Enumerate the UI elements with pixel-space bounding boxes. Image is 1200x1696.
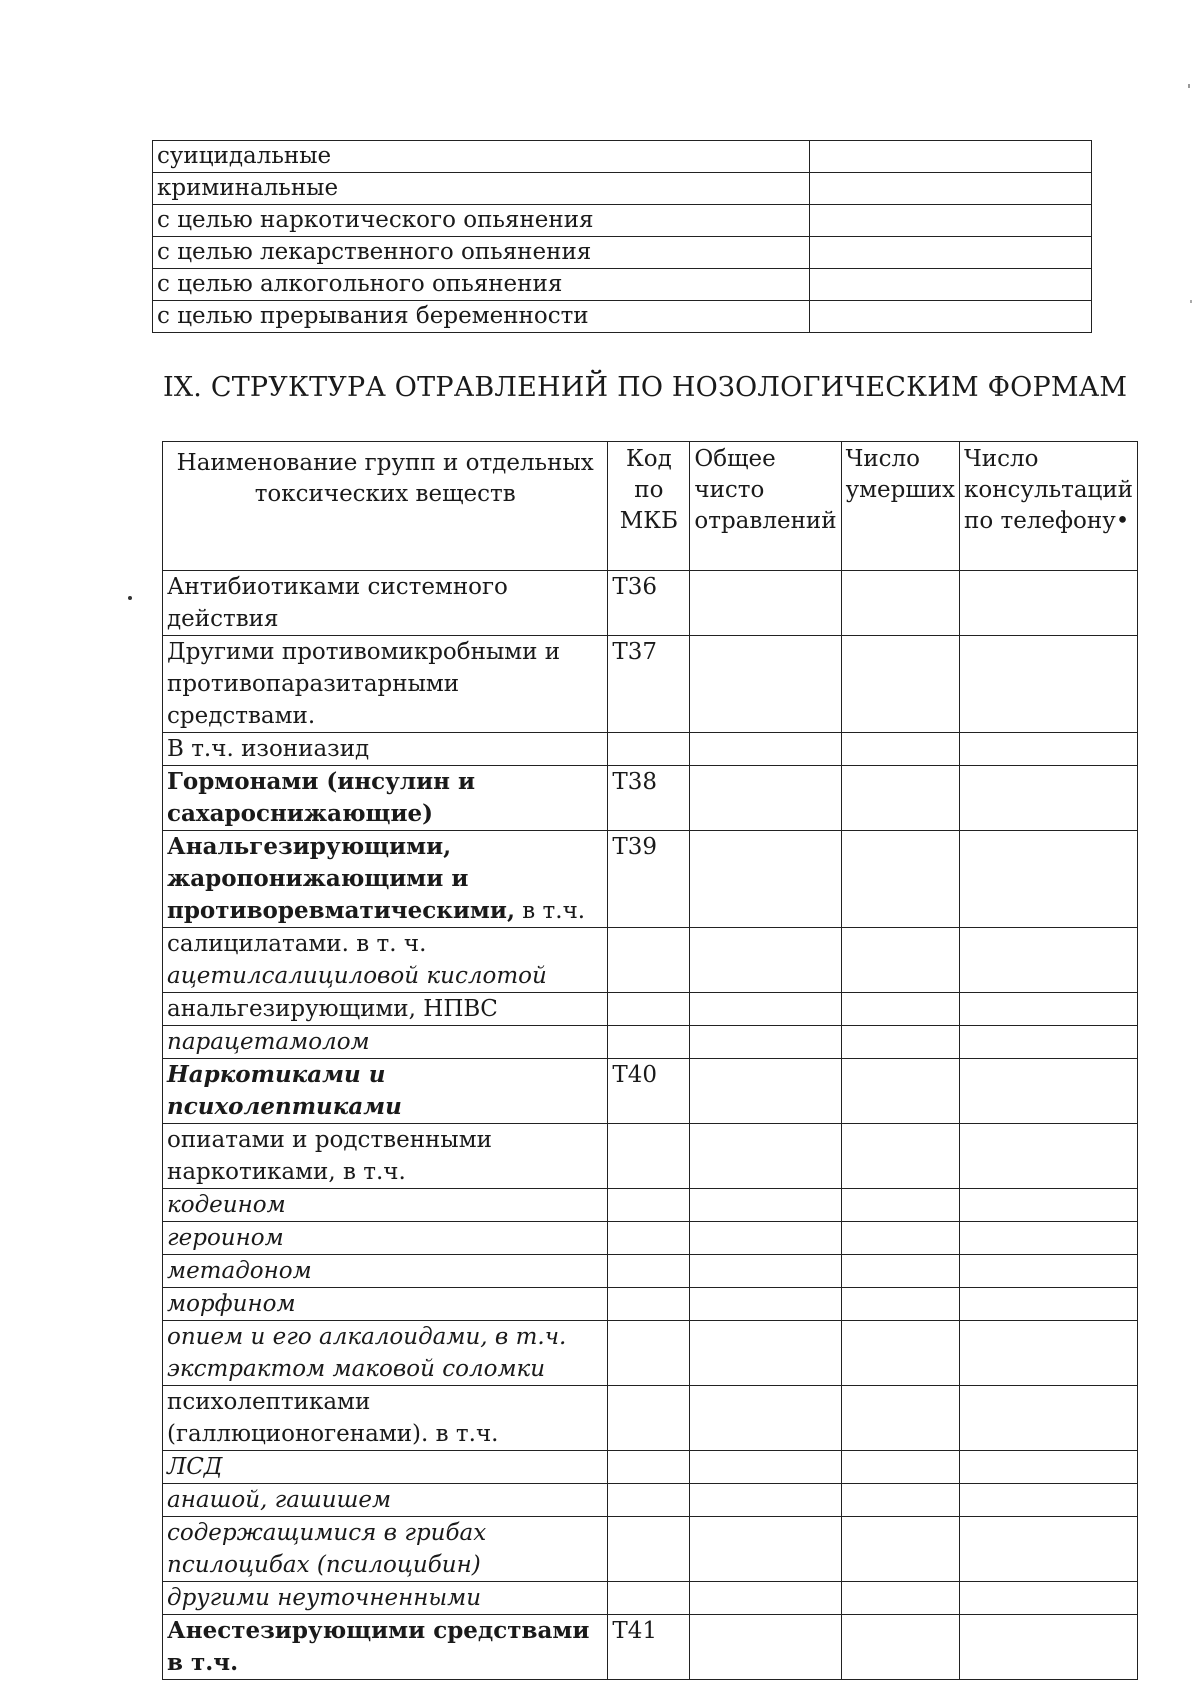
phone-cell[interactable] [960, 1451, 1138, 1484]
total-cell[interactable] [690, 928, 841, 993]
row-label: суицидальные [153, 141, 810, 173]
table-row [163, 1517, 1138, 1582]
total-cell[interactable] [690, 1255, 841, 1288]
total-cell[interactable] [690, 1517, 841, 1582]
value-cell[interactable] [810, 237, 1092, 269]
total-cell[interactable] [690, 636, 841, 733]
total-cell[interactable] [690, 1288, 841, 1321]
row-code [608, 1386, 690, 1451]
row-code [608, 1255, 690, 1288]
row-code: T36 [608, 571, 690, 636]
table-row [163, 1582, 1138, 1615]
phone-cell[interactable] [960, 1517, 1138, 1582]
row-name: другими неуточненными [163, 1582, 608, 1615]
phone-cell[interactable] [960, 1189, 1138, 1222]
row-name: Анестезирующими средствами в т.ч. [163, 1615, 608, 1680]
table-row [163, 733, 1138, 766]
phone-cell[interactable] [960, 1288, 1138, 1321]
total-cell[interactable] [690, 733, 841, 766]
phone-cell[interactable] [960, 571, 1138, 636]
table-row [163, 928, 1138, 993]
table-row [163, 1124, 1138, 1189]
table-row [163, 766, 1138, 831]
table-row [163, 1615, 1138, 1680]
deaths-cell[interactable] [841, 766, 959, 831]
row-code: T41 [608, 1615, 690, 1680]
row-name-bold: Анальгезирующими, жаропонижающими и противоревматическими, [167, 833, 515, 924]
intent-table [152, 140, 1092, 333]
table-row [163, 993, 1138, 1026]
row-code: T37 [608, 636, 690, 733]
row-name: анальгезирующими, НПВС [163, 993, 608, 1026]
deaths-cell[interactable] [841, 1484, 959, 1517]
row-code [608, 733, 690, 766]
row-name: парацетамолом [163, 1026, 608, 1059]
value-cell[interactable] [810, 301, 1092, 333]
row-name: содержащимися в грибах псилоцибах (псилоцибин) [163, 1517, 608, 1582]
table-row [163, 636, 1138, 733]
row-name: опиатами и родственными наркотиками, в т.ч. [163, 1124, 608, 1189]
phone-cell[interactable] [960, 1059, 1138, 1124]
header-phone: Число консультаций по телефону• [960, 442, 1138, 571]
section-heading: IX. СТРУКТУРА ОТРАВЛЕНИЙ ПО НОЗОЛОГИЧЕСКИМ ФОРМАМ [163, 372, 1128, 403]
row-name: Антибиотиками системного действия [163, 571, 608, 636]
total-cell[interactable] [690, 1026, 841, 1059]
phone-cell[interactable] [960, 766, 1138, 831]
value-cell[interactable] [810, 205, 1092, 237]
value-cell[interactable] [810, 141, 1092, 173]
row-code [608, 1451, 690, 1484]
phone-cell[interactable] [960, 1321, 1138, 1386]
total-cell[interactable] [690, 1484, 841, 1517]
header-name: Наименование групп и отдельных токсических веществ [163, 442, 608, 571]
row-code [608, 1189, 690, 1222]
phone-cell[interactable] [960, 831, 1138, 928]
deaths-cell[interactable] [841, 1255, 959, 1288]
deaths-cell[interactable] [841, 1288, 959, 1321]
table-row [153, 301, 1092, 333]
row-code [608, 1582, 690, 1615]
row-name: метадоном [163, 1255, 608, 1288]
row-code [608, 1222, 690, 1255]
total-cell[interactable] [690, 1386, 841, 1451]
phone-cell[interactable] [960, 733, 1138, 766]
phone-cell[interactable] [960, 1222, 1138, 1255]
deaths-cell[interactable] [841, 1321, 959, 1386]
row-name: опием и его алкалоидами, в т.ч. экстрактом маковой соломки [163, 1321, 608, 1386]
row-code [608, 1484, 690, 1517]
row-name-tail: в т.ч. [514, 898, 586, 924]
phone-cell[interactable] [960, 1615, 1138, 1680]
row-label: с целью лекарственного опьянения [153, 237, 810, 269]
table-row [153, 141, 1092, 173]
row-code [608, 993, 690, 1026]
row-label: с целью наркотического опьянения [153, 205, 810, 237]
table-row [163, 1026, 1138, 1059]
deaths-cell[interactable] [841, 1582, 959, 1615]
phone-cell[interactable] [960, 1582, 1138, 1615]
total-cell[interactable] [690, 1615, 841, 1680]
row-name [163, 928, 608, 993]
total-cell[interactable] [690, 1124, 841, 1189]
table-row [163, 571, 1138, 636]
value-cell[interactable] [810, 173, 1092, 205]
total-cell[interactable] [690, 993, 841, 1026]
table-row [163, 1059, 1138, 1124]
poisoning-structure-table [162, 441, 1138, 1680]
table-row [163, 1222, 1138, 1255]
table-row [163, 1451, 1138, 1484]
deaths-cell[interactable] [841, 1451, 959, 1484]
total-cell[interactable] [690, 766, 841, 831]
table-row [163, 1386, 1138, 1451]
value-cell[interactable] [810, 269, 1092, 301]
row-name: ЛСД [163, 1451, 608, 1484]
deaths-cell[interactable] [841, 1124, 959, 1189]
phone-cell[interactable] [960, 1484, 1138, 1517]
row-code [608, 1288, 690, 1321]
deaths-cell[interactable] [841, 1189, 959, 1222]
row-name: кодеином [163, 1189, 608, 1222]
row-code [608, 1124, 690, 1189]
row-label: криминальные [153, 173, 810, 205]
phone-cell[interactable] [960, 928, 1138, 993]
table-row [153, 269, 1092, 301]
total-cell[interactable] [690, 1059, 841, 1124]
scan-speck [1190, 300, 1192, 303]
row-name: Наркотиками и психолептиками [163, 1059, 608, 1124]
phone-cell[interactable] [960, 993, 1138, 1026]
deaths-cell[interactable] [841, 993, 959, 1026]
row-name: психолептиками (галлюционогенами). в т.ч. [163, 1386, 608, 1451]
row-name: В т.ч. изониазид [163, 733, 608, 766]
total-cell[interactable] [690, 1451, 841, 1484]
deaths-cell[interactable] [841, 1386, 959, 1451]
scan-speck [1188, 84, 1190, 88]
row-name: героином [163, 1222, 608, 1255]
deaths-cell[interactable] [841, 1059, 959, 1124]
deaths-cell[interactable] [841, 928, 959, 993]
row-name: Гормонами (инсулин и сахароснижающие) [163, 766, 608, 831]
deaths-cell[interactable] [841, 1026, 959, 1059]
row-code: T39 [608, 831, 690, 928]
row-name [163, 831, 608, 928]
header-deaths: Число умерших [841, 442, 959, 571]
table-row [153, 237, 1092, 269]
deaths-cell[interactable] [841, 1517, 959, 1582]
row-code [608, 1321, 690, 1386]
table-row [153, 173, 1092, 205]
header-code: Код по МКБ [608, 442, 690, 571]
row-code [608, 928, 690, 993]
row-name: анашой, гашишем [163, 1484, 608, 1517]
total-cell[interactable] [690, 1321, 841, 1386]
phone-cell[interactable] [960, 1386, 1138, 1451]
total-cell[interactable] [690, 831, 841, 928]
deaths-cell[interactable] [841, 571, 959, 636]
header-row [163, 442, 1138, 571]
table-row [163, 1321, 1138, 1386]
row-name-plain: салицилатами. в т. ч. [167, 931, 427, 957]
row-name-italic: ацетилсалициловой кислотой [167, 963, 547, 989]
table-row [163, 1189, 1138, 1222]
row-code [608, 1517, 690, 1582]
header-total: Общее чисто отравлений [690, 442, 841, 571]
table-row [163, 831, 1138, 928]
table-row [163, 1288, 1138, 1321]
deaths-cell[interactable] [841, 636, 959, 733]
phone-cell[interactable] [960, 1026, 1138, 1059]
total-cell[interactable] [690, 571, 841, 636]
row-label: с целью прерывания беременности [153, 301, 810, 333]
row-name: Другими противомикробными и противопаразитарными средствами. [163, 636, 608, 733]
table-row [153, 205, 1092, 237]
row-label: с целью алкогольного опьянения [153, 269, 810, 301]
margin-bullet [128, 596, 132, 600]
deaths-cell[interactable] [841, 733, 959, 766]
phone-cell[interactable] [960, 1124, 1138, 1189]
row-code [608, 1026, 690, 1059]
table-row [163, 1255, 1138, 1288]
total-cell[interactable] [690, 1222, 841, 1255]
phone-cell[interactable] [960, 636, 1138, 733]
row-name: морфином [163, 1288, 608, 1321]
total-cell[interactable] [690, 1189, 841, 1222]
row-code: T40 [608, 1059, 690, 1124]
table-row [163, 1484, 1138, 1517]
total-cell[interactable] [690, 1582, 841, 1615]
deaths-cell[interactable] [841, 831, 959, 928]
phone-cell[interactable] [960, 1255, 1138, 1288]
deaths-cell[interactable] [841, 1222, 959, 1255]
deaths-cell[interactable] [841, 1615, 959, 1680]
row-code: T38 [608, 766, 690, 831]
